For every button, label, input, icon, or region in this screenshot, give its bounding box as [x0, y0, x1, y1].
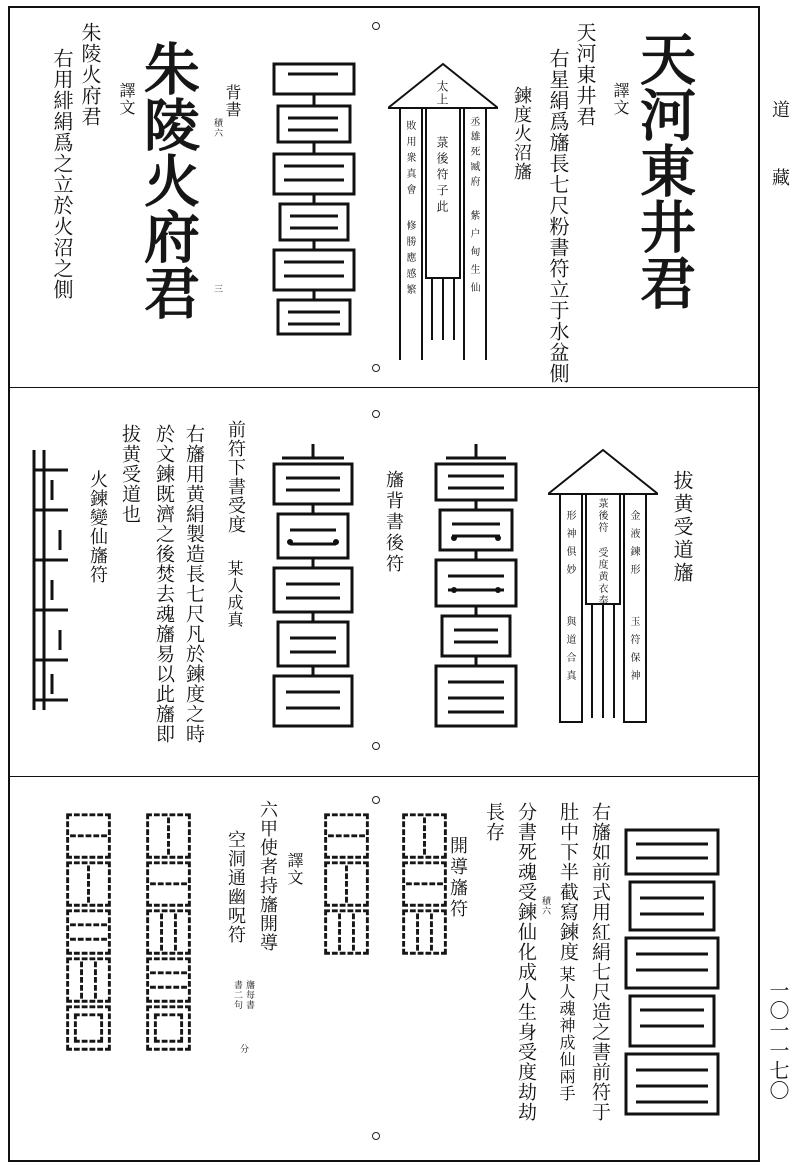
p1-seal-script-right: 天河東井君: [631, 30, 697, 310]
p2-text-col: 前符下書受度: [225, 420, 246, 534]
p3-text-col: 右旛如前式用紅絹七尺造之書前符于: [589, 802, 611, 1122]
banner-right-text: 丞雄死臧府: [468, 116, 479, 191]
p2-talisman-partial: [30, 440, 74, 720]
p2-back-label: 旛背書後符: [383, 470, 404, 575]
banner-right-text: 金液鍊形: [628, 510, 639, 582]
binding-hole: [372, 364, 380, 372]
p3-seal-script: ⿱⿰⿳⿲⿴: [56, 812, 112, 1052]
p3-seal-script: ⿰⿱⿲: [392, 812, 448, 956]
p3-seal-script: ⿱⿰⿲: [314, 812, 370, 956]
talisman-strokes: [266, 440, 360, 736]
p2-heading: 拔黄受道旛: [670, 470, 694, 585]
talisman-strokes: [268, 54, 360, 342]
page-number: 一〇一一七〇: [766, 980, 790, 1100]
p3-small-note: 書二句: [232, 980, 242, 1010]
p1-banner: [388, 60, 498, 360]
p2-talisman: [428, 440, 524, 736]
talisman-strokes: [622, 810, 722, 1130]
p2-banner: [548, 446, 658, 736]
p2-text-col: 右旛用黄絹製造長七尺凡於鍊度之時: [183, 424, 205, 744]
p2-text-col: 於文鍊既濟之後焚去魂旛易以此旛即: [153, 424, 175, 744]
p2-text-col: 某人成真: [225, 560, 244, 628]
p1-talisman: [268, 54, 360, 342]
banner-left-text: 形神俱妙: [564, 510, 575, 582]
p1-text-col: 鍊度火沼旛: [511, 86, 532, 181]
binding-hole: [372, 410, 380, 418]
banner-center-text: 菉後符 受度黄衣奉: [596, 498, 607, 607]
panel-divider-2: [8, 776, 760, 777]
p3-talisman: [622, 810, 722, 1130]
talisman-strokes: [428, 440, 524, 736]
panel-divider-1: [8, 387, 760, 388]
binding-hole: [372, 796, 380, 804]
p3-text-col: 肚中下半截寫鍊度: [557, 802, 579, 962]
p3-small-note: 分: [238, 1044, 248, 1054]
banner-left-text: 修勝應感繁: [404, 220, 415, 300]
p1-text-col: 右星絹爲旛長七尺粉書符立于水盆側: [546, 48, 570, 384]
margin-title: 道藏: [769, 100, 790, 236]
p3-small-note: 積六: [540, 896, 550, 916]
p3-text-col: 長存: [483, 802, 505, 842]
p3-translation-label: 譯文: [285, 852, 304, 886]
p1-seal-script-left: 朱陵火府君: [135, 40, 201, 320]
p1-translation-label: 譯文: [611, 82, 630, 116]
p3-small-note: 旛每書: [244, 980, 254, 1010]
banner-center-text: 菉後符子此: [435, 136, 449, 216]
banner-right-text: 紫户甸生仙: [468, 210, 479, 300]
p1-text-col: 右用緋絹爲之立於火沼之側: [50, 48, 74, 300]
talisman-strokes: [30, 440, 74, 720]
banner-left-text: 敗用衆真會: [404, 120, 415, 200]
p2-text-col: 拔黄受道也: [119, 424, 141, 524]
binding-hole: [372, 742, 380, 750]
p1-small-note: 積六: [212, 118, 222, 138]
p3-heading: 開導旛符: [447, 836, 468, 920]
p2-talisman-back: [266, 440, 360, 736]
p1-translation-label: 譯文: [117, 82, 136, 116]
p3-seal-script: ⿰⿱⿲⿳⿴: [136, 812, 192, 1052]
p1-text-col: 天河東井君: [573, 22, 597, 127]
banner-top-text: 太上: [435, 80, 449, 106]
p2-text-col: 火鍊變仙旛符: [87, 470, 108, 584]
p1-text-col: 朱陵火府君: [78, 22, 102, 127]
binding-hole: [372, 22, 380, 30]
p1-small-note: 三: [212, 284, 222, 294]
p3-text-col: 六甲使者持旛開導: [257, 800, 278, 952]
binding-hole: [372, 1132, 380, 1140]
banner-left-text: 與道合真: [564, 616, 575, 688]
p1-back-label: 背書: [223, 84, 242, 118]
p3-text-col: 某人魂神成仙兩手: [557, 966, 576, 1102]
p3-text-col: 空洞通幽呪符: [225, 830, 246, 944]
banner-right-text: 玉符保神: [628, 616, 639, 688]
p3-text-col: 分書死魂受鍊仙化成人生身受度劫劫: [515, 802, 537, 1122]
